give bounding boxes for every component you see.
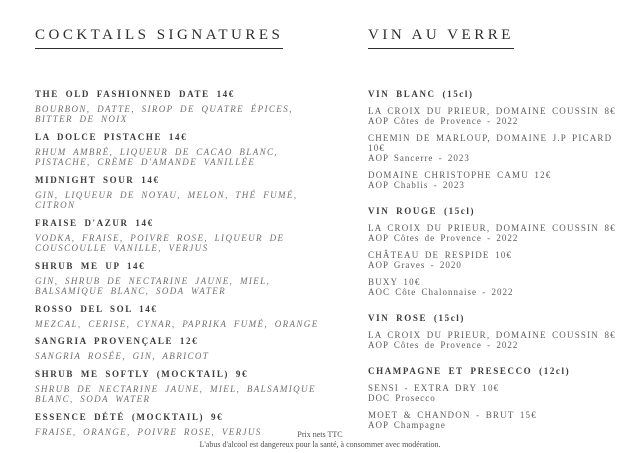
- item-description: GIN, LIQUEUR DE NOYAU, MELON, THÉ FUMÉ, CITRON: [35, 189, 298, 210]
- item-name: LA DOLCE PISTACHE 14€: [35, 131, 188, 142]
- item-description: VODKA, FRAISE, POIVRE ROSE, LIQUEUR DE COUSCOULLE VANILLE, VERJUS: [35, 232, 285, 253]
- wine-entry: [368, 133, 622, 163]
- menu-item: [35, 89, 335, 125]
- item-name: ESSENCE DÉTÉ (MOCKTAIL) 9€: [35, 411, 224, 422]
- menu-columns: [35, 26, 622, 446]
- wine-section-title: VIN ROSE (15cl): [368, 312, 465, 323]
- item-name: ROSSO DEL SOL 14€: [35, 303, 158, 314]
- wine-entry-name: DOMAINE CHRISTOPHE CAMU 12€: [368, 169, 552, 180]
- wine-entry-appellation: AOP Côtes de Provence - 2022: [368, 339, 519, 350]
- wine-entry-name: SENSI - EXTRA DRY 10€: [368, 382, 500, 393]
- wine-section: [368, 366, 622, 430]
- wines-heading: VIN AU VERRE: [368, 27, 514, 49]
- wine-entry: [368, 250, 622, 270]
- wine-entry: [368, 277, 622, 297]
- wines-column: [368, 26, 622, 446]
- item-name: SHRUB ME SOFTLY (MOCKTAIL) 9€: [35, 368, 249, 379]
- wine-section-title: VIN BLANC (15cl): [368, 88, 474, 99]
- wine-entry-name: LA CROIX DU PRIEUR, DOMAINE COUSSIN 8€: [368, 222, 616, 233]
- wine-entry-name: LA CROIX DU PRIEUR, DOMAINE COUSSIN 8€: [368, 105, 616, 116]
- wine-entry-appellation: DOC Prosecco: [368, 392, 436, 403]
- item-name: FRAISE D'AZUR 14€: [35, 217, 154, 228]
- footer: [0, 430, 640, 449]
- menu-item: [35, 175, 335, 211]
- wine-entry: [368, 223, 622, 243]
- item-description: GIN, SHRUB DE NECTARINE JAUNE, MIEL, BALSAMIQUE BLANC, SODA WATER: [35, 275, 271, 296]
- menu-item: [35, 218, 335, 254]
- menu-item: [35, 261, 335, 297]
- wine-entry: [368, 170, 622, 190]
- wine-section: [368, 206, 622, 297]
- wine-entry-appellation: AOP Champagne: [368, 419, 446, 430]
- cocktails-column: [35, 26, 335, 446]
- wine-entry-name: CHEMIN DE MARLOUP, DOMAINE J.P PICARD 10€: [368, 132, 613, 153]
- item-description: SANGRIA ROSÉE, GIN, ABRICOT: [35, 351, 210, 361]
- wine-entry-appellation: AOP Côtes de Provence - 2022: [368, 232, 519, 243]
- wine-entry: [368, 383, 622, 403]
- wine-entry-appellation: AOP Côtes de Provence - 2022: [368, 115, 519, 126]
- wine-entry-appellation: AOC Côte Chalonnaise - 2022: [368, 286, 514, 297]
- footer-price-note: Prix nets TTC: [297, 430, 343, 439]
- wine-entry-name: LA CROIX DU PRIEUR, DOMAINE COUSSIN 8€: [368, 329, 616, 340]
- cocktails-heading: COCKTAILS SIGNATURES: [35, 27, 283, 49]
- menu-item: [35, 369, 335, 405]
- item-description: RHUM AMBRÉ, LIQUEUR DE CACAO BLANC, PISTACHE, CRÈME D'AMANDE VANILLÉE: [35, 146, 279, 167]
- wine-section-title: CHAMPAGNE ET PRESECCO (12cl): [368, 365, 571, 376]
- wine-section: [368, 89, 622, 190]
- item-name: SANGRIA PROVENÇALE 12€: [35, 336, 199, 346]
- wine-entry-name: CHÂTEAU DE RESPIDE 10€: [368, 249, 513, 260]
- menu-item: [35, 304, 335, 330]
- footer-alcohol-warning: L'abus d'alcool est dangereux pour la santé, à consommer avec modération.: [199, 439, 441, 449]
- wine-entry-appellation: AOP Graves - 2020: [368, 259, 462, 270]
- item-name: THE OLD FASHIONNED DATE 14€: [35, 88, 235, 99]
- item-description: MEZCAL, CERISE, CYNAR, PAPRIKA FUMÉ, ORANGE: [35, 318, 319, 329]
- menu-item: [35, 132, 335, 168]
- wine-section-title: VIN ROUGE (15cl): [368, 205, 476, 216]
- menu-item: [35, 336, 335, 362]
- wine-entry-appellation: AOP Sancerre - 2023: [368, 152, 470, 163]
- item-name: SHRUB ME UP 14€: [35, 260, 146, 271]
- wine-entry-name: BUXY 10€: [368, 276, 421, 287]
- item-description: SHRUB DE NECTARINE JAUNE, MIEL, BALSAMIQUE BLANC, SODA WATER: [35, 383, 316, 404]
- wine-section: [368, 313, 622, 350]
- wine-entry: [368, 330, 622, 350]
- wine-entry: [368, 410, 622, 430]
- wine-entry: [368, 106, 622, 126]
- wine-entry-name: MOET & CHANDON - BRUT 15€: [368, 409, 537, 420]
- item-description: FRAISE, ORANGE, POIVRE ROSE, VERJUS: [35, 426, 262, 437]
- wine-entry-appellation: AOP Chablis - 2023: [368, 179, 465, 190]
- item-description: BOURBON, DATTE, SIROP DE QUATRE ÉPICES, BITTER DE NOIX: [35, 103, 293, 124]
- item-name: MIDNIGHT SOUR 14€: [35, 174, 160, 185]
